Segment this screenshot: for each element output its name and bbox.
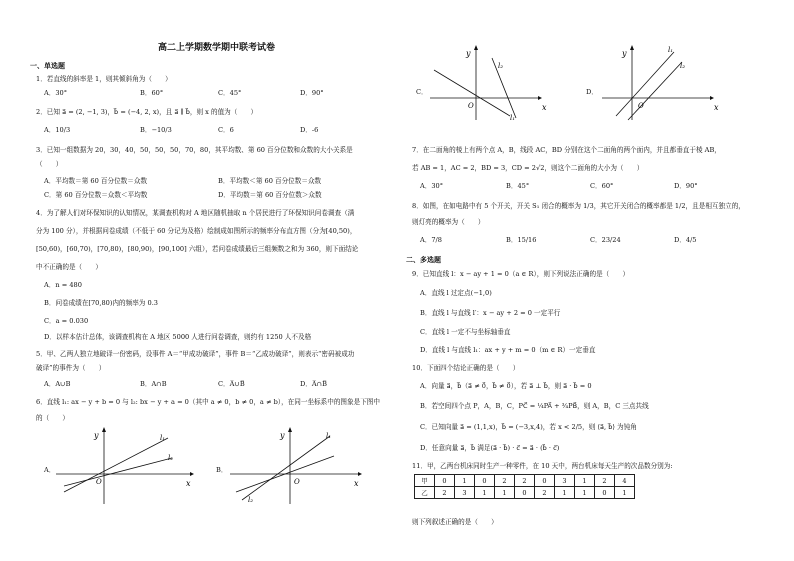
q9-option-d[interactable]: D．直线 l 与直线 l₁：ax + y + m = 0（m ∈ R）一定垂直: [420, 346, 596, 354]
q5-option-b[interactable]: B．A∩B: [140, 380, 167, 388]
l1-label: l₁: [160, 434, 166, 442]
table-cell: 3: [455, 487, 475, 499]
q4-option-b[interactable]: B．问卷成绩在[70,80)内的频率为 0.3: [44, 299, 158, 307]
q3-option-d[interactable]: D．平均数＝第 60 百分位数＞众数: [218, 191, 322, 199]
origin-label: O: [294, 478, 300, 486]
q1-option-b[interactable]: B．60°: [140, 89, 164, 97]
q1-stem: 1．若直线的斜率是 1，则其倾斜角为（ ）: [36, 75, 172, 83]
table-cell: 2: [535, 487, 555, 499]
q8-stem: 8．如图，在如电路中有 5 个开关，开关 S₁ 闭合的概率为 1/3，其它开关闭合的概率都是 1/2，且是相互独立的，: [412, 202, 745, 210]
table-row: [415, 475, 635, 487]
page-title: 高二上学期数学期中联考试卷: [158, 43, 276, 53]
q6-option-b[interactable]: B．: [216, 466, 228, 474]
q2-option-c[interactable]: C．6: [218, 126, 234, 134]
q7-option-d[interactable]: D．90°: [674, 182, 698, 190]
q10-option-c[interactable]: C．已知向量 a⃗ = (1,1,x)，b⃗ = (−3,x,4)，若 x < 2/5，则 ⟨a⃗, b⃗⟩ 为钝角: [420, 423, 637, 431]
q9-option-a[interactable]: A．直线 l 过定点(−1,0): [420, 289, 492, 297]
q6-option-d[interactable]: D．: [586, 88, 598, 96]
table-cell: 1: [555, 487, 575, 499]
q5-option-c[interactable]: C．A̅∪B̅: [218, 380, 245, 388]
q10-stem: 10．下面四个结论正确的是（ ）: [412, 364, 520, 372]
svg-text:l₁: l₁: [668, 46, 674, 54]
q5-line-2: 破译”的事件为（ ）: [36, 364, 106, 372]
q8-stem-2: 则灯亮的概率为（ ）: [412, 218, 485, 226]
q2-option-d[interactable]: D．-6: [300, 126, 319, 134]
table-cell: 0: [435, 475, 455, 487]
q4-line-2: 分为 100 分），并根据问卷成绩（不低于 60 分记为及格）绘制成如图所示的频率分布直方图（分为[40,50)，: [36, 227, 357, 235]
q6-graph-c: [430, 42, 555, 122]
q6-line-1: 6．直线 l₁: ax − y + b = 0 与 l₂: bx − y + a = 0（其中 a ≠ 0，b ≠ 0，a ≠ b），在同一坐标系中的图象是下图中: [36, 398, 380, 406]
q7-line-1: 7．在二面角的棱上有两个点 A，B，线段 AC，BD 分别在这个二面角的两个面内，并且都垂直于棱 AB，: [412, 146, 721, 154]
table-cell: 1: [455, 475, 475, 487]
q3-stem-paren: （ ）: [36, 160, 63, 168]
table-cell: 1: [475, 487, 495, 499]
l2-label: l₂: [168, 454, 174, 462]
q6-graph-a: [56, 426, 196, 506]
line-l2: [64, 458, 172, 486]
q3-option-a[interactable]: A．平均数＝第 60 百分位数＝众数: [44, 177, 148, 185]
table-row: [415, 487, 635, 499]
row-header: 乙: [415, 487, 435, 499]
table-cell: 4: [615, 475, 635, 487]
q1-option-a[interactable]: A．30°: [44, 89, 68, 97]
table-cell: 0: [515, 487, 535, 499]
table-cell: 3: [555, 475, 575, 487]
q9-option-b[interactable]: B．直线 l 与直线 l′：x − ay + 2 = 0 一定平行: [420, 309, 561, 317]
line-l1: [64, 438, 168, 492]
section-single-choice: 一、单选题: [30, 61, 65, 70]
q4-option-a[interactable]: A．n = 480: [44, 281, 82, 289]
l1-label: l₁: [326, 432, 332, 440]
table-cell: 0: [475, 475, 495, 487]
table-cell: 1: [575, 475, 595, 487]
q6-graph-d: [602, 42, 727, 122]
q11-defect-table: [414, 474, 635, 499]
l2-label: l₂: [248, 496, 254, 504]
q8-option-c[interactable]: C．23/24: [590, 236, 621, 244]
q2-option-a[interactable]: A．10/3: [44, 126, 71, 134]
q3-stem: 3．已知一组数据为 20，30，40，50，50，50，70，80，其平均数、第 60 百分位数和众数的大小关系是: [36, 146, 353, 154]
q4-line-1: 4．为了解人们对环保知识的认知情况，某调查机构对 A 地区随机抽取 n 个居民进行了环保知识问卷调查（满: [36, 209, 355, 217]
svg-text:y: y: [466, 49, 471, 58]
q3-option-c[interactable]: C．第 60 百分位数＝众数＜平均数: [44, 191, 148, 199]
q7-option-b[interactable]: B．45°: [506, 182, 530, 190]
y-label: y: [94, 431, 99, 440]
q8-option-b[interactable]: B．15/16: [506, 236, 537, 244]
q6-line-2: 的（ ）: [36, 414, 69, 422]
svg-text:l₂: l₂: [498, 62, 504, 70]
svg-text:l₁: l₁: [510, 114, 516, 122]
q1-option-d[interactable]: D．90°: [300, 89, 324, 97]
q10-option-d[interactable]: D．任意向量 a⃗，b⃗ 满足(a⃗ · b⃗) · c⃗ = a⃗ · (b⃗ · c⃗): [420, 444, 560, 452]
q4-line-3: [50,60)，[60,70)，[70,80)，[80,90)，[90,100] 六组），若问卷成绩最后三组频数之和为 360，则下面结论: [36, 245, 359, 253]
q11-stem-2: 则下列叙述正确的是（ ）: [412, 518, 498, 526]
q1-option-c[interactable]: C．45°: [218, 89, 242, 97]
q9-stem: 9．已知直线 l：x − ay + 1 = 0（a ∈ R），则下列说法正确的是（ ）: [412, 270, 630, 278]
table-cell: 1: [575, 487, 595, 499]
q6-option-a[interactable]: A．: [44, 466, 56, 474]
table-cell: 0: [535, 475, 555, 487]
q7-line-2: 若 AB = 1，AC = 2，BD = 3，CD = 2√2，则这个二面角的大小为（ ）: [412, 164, 644, 172]
y-label: y: [280, 431, 285, 440]
table-cell: 2: [515, 475, 535, 487]
q8-option-a[interactable]: A．7/8: [420, 236, 442, 244]
svg-text:x: x: [542, 103, 547, 112]
q8-option-d[interactable]: D．4/5: [674, 236, 697, 244]
q6-graph-b: [230, 426, 370, 506]
q5-option-d[interactable]: D．A̅∩B̅: [300, 380, 328, 388]
q2-stem: 2．已知 a⃗ = (2, −1, 3)，b⃗ = (−4, 2, x)，且 a⃗ ∥ b⃗，则 x 的值为（ ）: [36, 108, 258, 116]
svg-text:l₂: l₂: [680, 62, 686, 70]
q7-option-a[interactable]: A．30°: [420, 182, 444, 190]
x-label: x: [186, 479, 191, 488]
q3-option-b[interactable]: B．平均数＜第 60 百分位数＝众数: [218, 177, 322, 185]
q7-option-c[interactable]: C．60°: [590, 182, 614, 190]
q6-option-c[interactable]: C．: [416, 88, 428, 96]
q10-option-b[interactable]: B．若空间四个点 P，A，B，C，PC⃗ = ¼PA⃗ + ¾PB⃗，则 A，B，C 三点共线: [420, 402, 649, 410]
q5-line-1: 5．甲、乙两人独立地破译一份密码，设事件 A＝“甲成功破译”，事件 B＝“乙成功破译”，则表示“密码被成功: [36, 350, 355, 358]
q10-option-a[interactable]: A．向量 a⃗，b⃗（a⃗ ≠ 0⃗，b⃗ ≠ 0⃗），若 a⃗ ⊥ b⃗，则 a⃗ · b⃗ = 0: [420, 382, 592, 390]
row-header: 甲: [415, 475, 435, 487]
svg-text:x: x: [714, 103, 719, 112]
q4-option-d[interactable]: D．以样本估计总体，该调查机构在 A 地区 5000 人进行问卷调查，则约有 1250 人不及格: [44, 333, 312, 341]
svg-text:O: O: [638, 102, 644, 110]
q2-option-b[interactable]: B．−10/3: [140, 126, 172, 134]
q4-line-4: 中不正确的是（ ）: [36, 263, 102, 271]
q4-option-c[interactable]: C．a = 0.030: [44, 317, 89, 325]
table-cell: 1: [495, 487, 515, 499]
x-label: x: [354, 479, 359, 488]
table-cell: 2: [495, 475, 515, 487]
section-multi-choice: 二、多选题: [406, 255, 441, 264]
q5-option-a[interactable]: A．A∪B: [44, 380, 71, 388]
table-cell: 2: [595, 475, 615, 487]
svg-text:O: O: [468, 102, 474, 110]
q11-stem: 11．甲，乙两台机床同时生产一种零件，在 10 天中，两台机床每天生产的次品数分别为:: [412, 462, 673, 470]
svg-text:y: y: [622, 49, 627, 58]
table-cell: 0: [595, 487, 615, 499]
q9-option-c[interactable]: C．直线 l 一定不与坐标轴垂直: [420, 328, 511, 336]
table-cell: 2: [435, 487, 455, 499]
table-cell: 1: [615, 487, 635, 499]
origin-label: O: [96, 478, 102, 486]
